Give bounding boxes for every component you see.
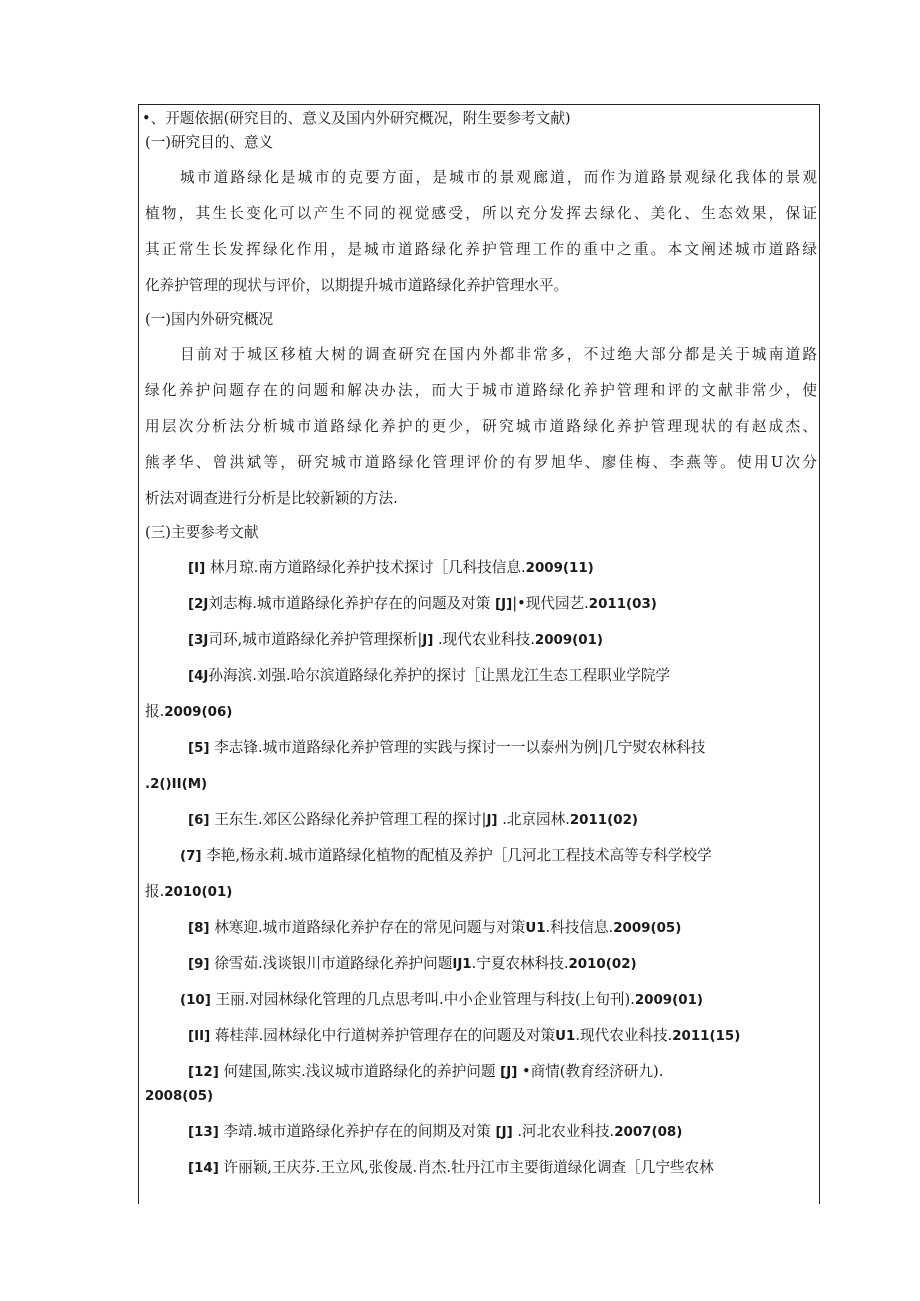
ref-5-cont: .2()II(M) <box>145 777 208 792</box>
p2-line: 目前对于城区移植大树的调查研究在国内外都非常多，不过绝大部分都是关于城南道路 <box>180 346 817 363</box>
p1-line: 化养护管理的现状与评价，以期提升城市道路绿化养护管理水平。 <box>145 277 569 294</box>
ref-11: [II] 蒋桂萍.园林绿化中行道树养护管理存在的问题及对策U1.现代农业科技.2011(15) <box>188 1027 741 1044</box>
ref-8: [8] 林寒迎.城市道路绿化养护存在的常见问题与对策U1.科技信息.2009(05) <box>188 919 682 936</box>
ref-7: (7] 李艳,杨永莉.城市道路绿化植物的配植及养护［几河北工程技术高等专科学校学 <box>180 847 712 864</box>
sec2-title: (一)国内外研究概况 <box>145 311 274 328</box>
ref-14: [14] 许丽颖,王庆芬.王立风,张俊晟.肖杰.牡丹江市主要街道绿化调查［几宁些农林 <box>188 1159 714 1176</box>
p2-line: 绿化养护问题存在的问题和解决办法，而大于城市道路绿化养护管理和评的文献非常少，使 <box>145 382 817 399</box>
ref-10: (10] 王丽.对园林绿化管理的几点思考叫.中小企业管理与科技(上旬刊).2009(01) <box>180 991 704 1008</box>
sec1-title: (一)研究目的、意义 <box>145 134 274 151</box>
ref-4: [4J孙海滨.刘强.哈尔滨道路绿化养护的探讨［让黑龙江生态工程职业学院学 <box>188 667 671 684</box>
ref-13: [13] 李靖.城市道路绿化养护存在的间期及对策 [J] .河北农业科技.2007(08) <box>188 1123 683 1140</box>
ref-2: [2J刘志梅.城市道路绿化养护存在的问题及对策 [J]|•现代园艺.2011(03) <box>188 595 657 612</box>
ref-12: [12] 何建国,陈实.浅议城市道路绿化的养护问题 [J] •商情(教育经济研九). <box>188 1063 664 1080</box>
ref-6: [6] 王东生.郊区公路绿化养护管理工程的探讨|J] .北京园林.2011(02) <box>188 811 639 828</box>
ref-3: [3J司环,城市道路绿化养护管理探析|J] .现代农业科技.2009(01) <box>188 631 604 648</box>
p2-line: 用层次分析法分析城市道路绿化养护的更少，研究城市道路绿化养护管理现状的有赵成杰、 <box>145 418 817 435</box>
sec3-title: (三)主要参考文献 <box>145 524 259 541</box>
p1-line: 植物，其生长变化可以产生不同的视觉感受，所以充分发挥去绿化、美化、生态效果，保证 <box>145 205 817 222</box>
ref-12-cont: 2008(05) <box>145 1089 214 1104</box>
p1-line: 其正常生长发挥绿化作用，是城市道路绿化养护管理工作的重中之重。本文阐述城市道路绿 <box>145 241 817 258</box>
ref-1: [I] 林月琼.南方道路绿化养护技术探讨［几科技信息.2009(11) <box>188 559 594 576</box>
p2-line: 析法对调查进行分析是比较新颖的方法. <box>145 490 398 507</box>
ref-7-cont: 报.2010(01) <box>145 883 233 900</box>
ref-9: [9] 徐雪茹.浅谈银川市道路绿化养护问题IJ1.宁夏农林科技.2010(02) <box>188 955 637 972</box>
p1-line: 城市道路绿化是城市的克要方面，是城市的景观廊道，而作为道路景观绿化我体的景观 <box>180 169 817 186</box>
ref-5: [5] 李志锋.城市道路绿化养护管理的实践与探讨一一以泰州为例|几宁熨农林科技 <box>188 739 706 756</box>
section-header: •、开题依据(研究目的、意义及国内外研究概况，附生要参考文献) <box>142 110 571 127</box>
p2-line: 熊孝华、曾洪斌等，研究城市道路绿化管理评价的有罗旭华、廖佳梅、李燕等。使用U次分 <box>145 454 817 471</box>
ref-4-cont: 报.2009(06) <box>145 703 233 720</box>
